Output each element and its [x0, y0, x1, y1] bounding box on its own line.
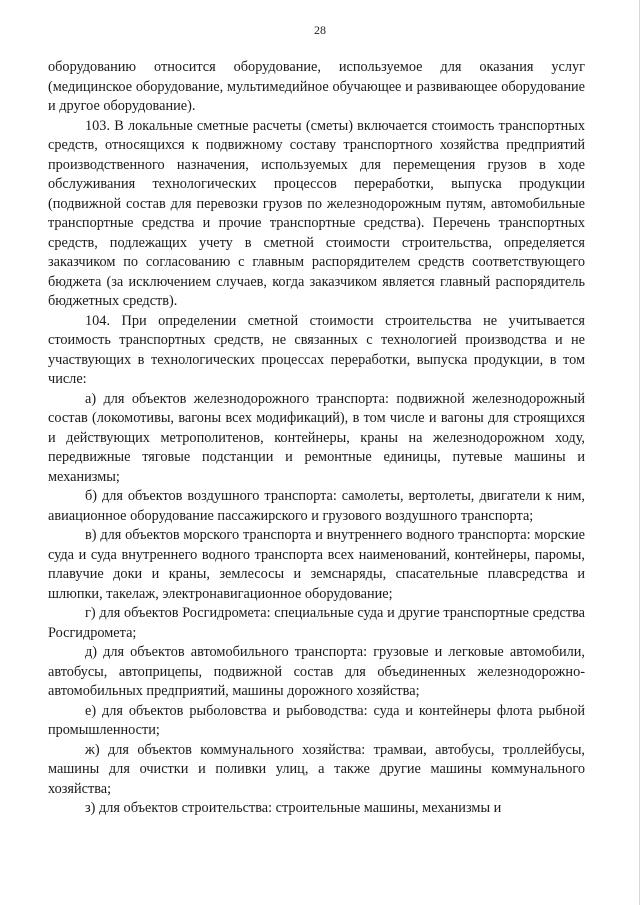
list-item-g: г) для объектов Росгидромета: специальные суда и другие транспортные средства Росгидромета;	[48, 605, 585, 641]
list-item-a: а) для объектов железнодорожного транспорта: подвижной железнодорожный состав (локомотивы, вагоны всех модификаций), в том числе и вагоны для строящихся и действующих метрополитенов, контейнеры, краны на железнодорожном ходу, передвижные тяговые подстанции и ремонтные единицы, путевые машины и механизмы;	[48, 390, 585, 485]
paragraph-103: 103. В локальные сметные расчеты (сметы) включается стоимость транспортных средств, относящихся к подвижному составу транспортного хозяйства предприятий производственного назначения, используемых для перемещения грузов в ходе обслуживания технологических процессов переработки, выпуска продукции (подвижной состав для перевозки грузов по железнодорожным путям, автомобильные транспортные средства и прочие транспортные средства). Перечень транспортных средств, подлежащих учету в сметной стоимости строительства, определяется заказчиком по согласованию с главным распорядителем средств соответствующего бюджета (за исключением случаев, когда заказчиком является главный распорядитель бюджетных средств).	[48, 117, 585, 309]
list-item-e: е) для объектов рыболовства и рыбоводства: суда и контейнеры флота рыбной промышленности;	[48, 702, 585, 738]
list-item-z: з) для объектов строительства: строительные машины, механизмы и	[85, 800, 502, 816]
list-item-v: в) для объектов морского транспорта и внутреннего водного транспорта: морские суда и суда внутреннего водного транспорта всех наименований, контейнеры, паромы, плавучие доки и краны, землесосы и земснаряды, спасательные плавсредства и шлюпки, такелаж, электронавигационное оборудование;	[48, 527, 585, 602]
list-item-d: д) для объектов автомобильного транспорта: грузовые и легковые автомобили, автобусы, автоприцепы, подвижной состав для объединенных железнодорожно-автомобильных предприятий, машины дорожного хозяйства;	[48, 644, 585, 699]
page-number: 28	[314, 23, 326, 37]
document-body	[48, 58, 585, 819]
paragraph-continuation: оборудованию относится оборудование, используемое для оказания услуг (медицинское оборудование, мультимедийное обучающее и развивающее оборудование и другое оборудование).	[48, 59, 585, 114]
paragraph-104: 104. При определении сметной стоимости строительства не учитывается стоимость транспортных средств, не связанных с технологией производства и не участвующих в технологических процессах переработки, выпуска продукции, в том числе:	[48, 312, 585, 387]
list-item-zh: ж) для объектов коммунального хозяйства: трамваи, автобусы, троллейбусы, машины для очистки и поливки улиц, а также другие машины коммунального хозяйства;	[48, 741, 585, 797]
list-item-b: б) для объектов воздушного транспорта: самолеты, вертолеты, двигатели к ним, авиационное оборудование пассажирского и грузового воздушного транспорта;	[48, 488, 585, 524]
